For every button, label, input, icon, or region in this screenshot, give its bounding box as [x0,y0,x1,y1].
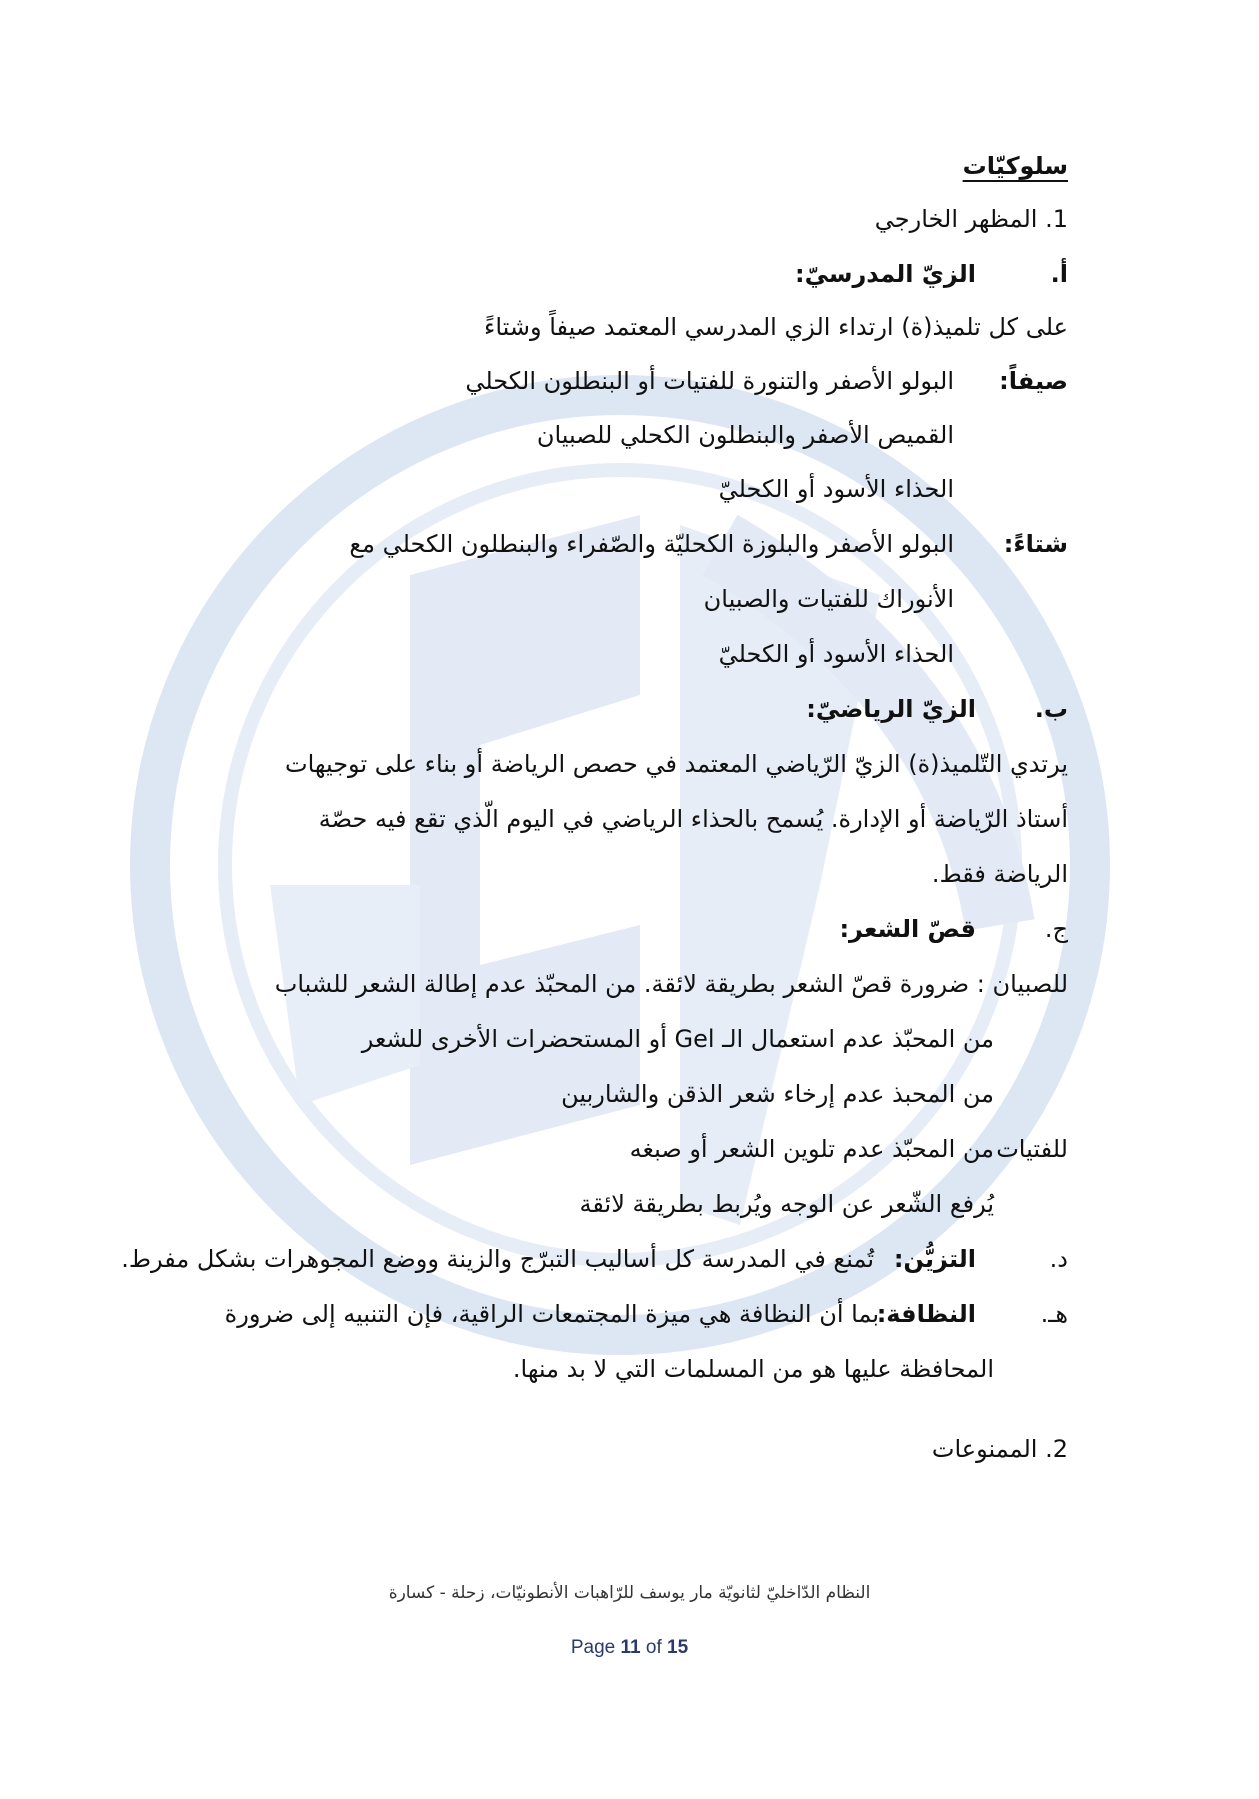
item-d-marker: د. [1049,1245,1068,1273]
page-current: 11 [620,1637,641,1658]
item-a-intro: على كل تلميذ(ة) ارتداء الزي المدرسي المعتمد صيفاً وشتاءً [484,313,1068,341]
item-c-title: قصّ الشعر: [839,915,976,943]
winter-line-3: الحذاء الأسود أو الكحليّ [718,640,954,668]
boys-line: للصبيان : ضرورة قصّ الشعر بطريقة لائقة. من المحبّذ عدم إطالة الشعر للشباب [274,970,1068,998]
item-e-text-1: بما أن النظافة هي ميزة المجتمعات الراقية، فإن التنبيه إلى ضرورة [224,1300,879,1328]
item-d-text: تُمنع في المدرسة كل أساليب التبرّج والزينة ووضع المجوهرات بشكل مفرط. [121,1245,874,1273]
item-d-title: التزيُّن: [893,1245,976,1273]
girls-label: للفتيات [996,1135,1068,1163]
page-word: Page [570,1637,616,1658]
footer-school-name: النظام الدّاخليّ لثانويّة مار يوسف للرّاهبات الأنطونيّات، زحلة - كسارة [388,1583,871,1603]
girls-line-1: من المحبّذ عدم تلوين الشعر أو صبغه [629,1135,994,1163]
item-e-title: النظافة: [876,1300,976,1328]
summer-line-1: البولو الأصفر والتنورة للفتيات أو البنطلون الكحلي [465,367,954,395]
boys-line-3: من المحبذ عدم إرخاء شعر الذقن والشاربين [561,1080,994,1108]
of-word: of [645,1637,662,1658]
summer-label: صيفاً: [999,367,1068,395]
boys-line-2: من المحبّذ عدم استعمال الـ Gel أو المستحضرات الأخرى للشعر [361,1025,994,1053]
girls-line-2: يُرفع الشّعر عن الوجه ويُربط بطريقة لائقة [579,1190,994,1218]
winter-line-1: البولو الأصفر والبلوزة الكحليّة والصّفراء والبنطلون الكحلي مع [349,530,954,558]
page-total: 15 [667,1637,689,1658]
section-1-title: 1. المظهر الخارجي [874,205,1068,233]
item-e-marker: هـ. [1040,1300,1068,1328]
item-b-line-1: يرتدي التّلميذ(ة) الزيّ الرّياضي المعتمد في حصص الرياضة أو بناء على توجيهات [285,750,1068,778]
summer-line-3: الحذاء الأسود أو الكحليّ [718,475,954,503]
item-b-title: الزيّ الرياضيّ: [806,695,976,723]
item-a-marker: أ. [1050,260,1068,288]
winter-label: شتاءً: [1003,530,1068,558]
item-b-line-3: الرياضة فقط. [931,860,1068,888]
summer-line-2: القميص الأصفر والبنطلون الكحلي للصبيان [536,421,954,449]
item-c-marker: ج. [1044,915,1068,943]
winter-line-2: الأنوراك للفتيات والصبيان [703,585,954,613]
item-a-title: الزيّ المدرسيّ: [794,260,976,288]
heading: سلوكيّات [962,152,1068,180]
item-e-text-2: المحافظة عليها هو من المسلمات التي لا بد منها. [512,1355,994,1383]
item-b-line-2: أستاذ الرّياضة أو الإدارة. يُسمح بالحذاء الرياضي في اليوم الّذي تقع فيه حصّة [318,805,1068,833]
item-b-marker: ب. [1034,695,1068,723]
section-2-title: 2. الممنوعات [931,1435,1068,1463]
page-number [0,1637,1259,1659]
